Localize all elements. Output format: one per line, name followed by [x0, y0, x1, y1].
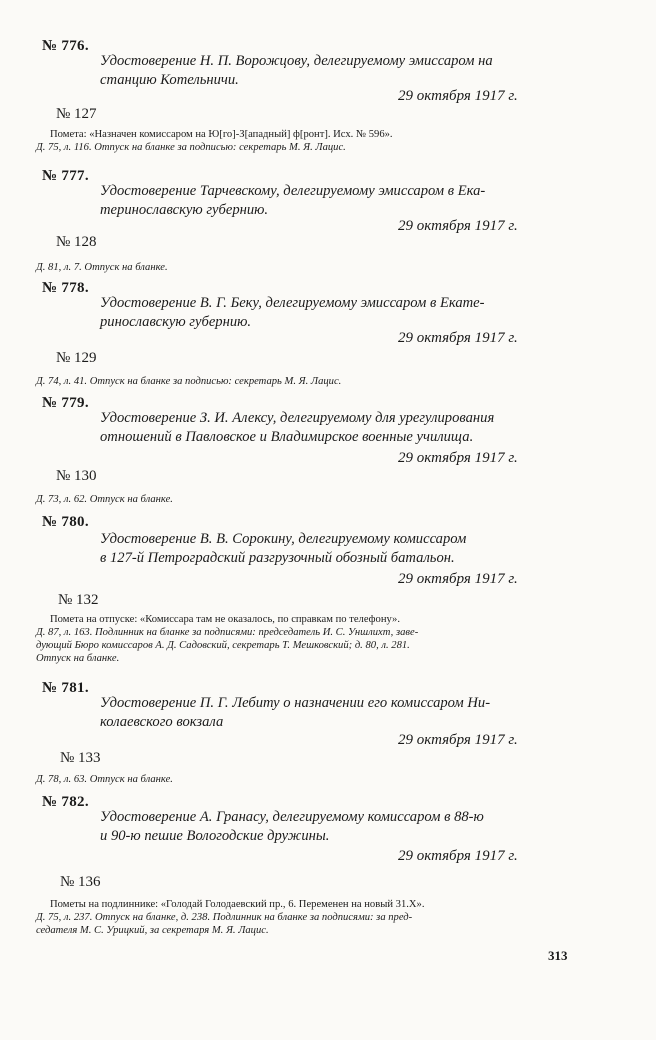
entry-date: 29 октября 1917 г. — [398, 732, 518, 748]
entry-number: № 780. — [42, 514, 89, 530]
entry-date: 29 октября 1917 г. — [398, 218, 518, 234]
title-line: колаевского вокзала — [100, 714, 224, 730]
entry-notes — [36, 128, 566, 154]
entry-date: 29 октября 1917 г. — [398, 88, 518, 104]
entry-title — [100, 694, 570, 732]
note-line: Д. 78, л. 63. Отпуск на бланке. — [36, 774, 173, 785]
title-line: в 127-й Петроградский разгрузочный обозный батальон. — [100, 550, 455, 566]
entry-notes — [36, 261, 566, 274]
note-line: Отпуск на бланке. — [36, 653, 120, 664]
note-line: Д. 87, л. 163. Подлинник на бланке за подписями: председатель И. С. Уншлихт, заве- — [36, 627, 419, 638]
entry-notes — [36, 773, 566, 786]
entry-number: № 781. — [42, 680, 89, 696]
note-line: дующий Бюро комиссаров А. Д. Садовский, секретарь Т. Мешковский; д. 80, л. 281. — [36, 640, 410, 651]
title-line: Удостоверение Тарчевскому, делегируемому эмиссаром в Ека- — [100, 183, 486, 199]
entry-notes — [36, 613, 566, 665]
doc-number: № 129 — [56, 350, 97, 366]
entry-number: № 778. — [42, 280, 89, 296]
entry-date: 29 октября 1917 г. — [398, 450, 518, 466]
entry-notes — [36, 493, 566, 506]
entry-number: № 782. — [42, 794, 89, 810]
note-line: Д. 75, л. 116. Отпуск на бланке за подписью: секретарь М. Я. Лацис. — [36, 142, 346, 153]
title-line: Удостоверение А. Гранасу, делегируемому комиссаром в 88-ю — [100, 809, 484, 825]
doc-number: № 127 — [56, 106, 97, 122]
entry-number: № 777. — [42, 168, 89, 184]
doc-number: № 128 — [56, 234, 97, 250]
note-line: Помета на отпуске: «Комиссара там не оказалось, по справкам по телефону». — [50, 614, 401, 625]
note-line: Д. 81, л. 7. Отпуск на бланке. — [36, 262, 168, 273]
note-line: Д. 73, л. 62. Отпуск на бланке. — [36, 494, 173, 505]
entry-date: 29 октября 1917 г. — [398, 330, 518, 346]
title-line: отношений в Павловское и Владимирское военные училища. — [100, 429, 474, 445]
doc-number: № 136 — [60, 874, 101, 890]
note-line: седателя М. С. Урицкий, за секретаря М. Я. Лацис. — [36, 925, 269, 936]
entry-title — [100, 409, 570, 447]
doc-number: № 130 — [56, 468, 97, 484]
title-line: Удостоверение Н. П. Ворожцову, делегируемому эмиссаром на — [100, 53, 493, 69]
entry-title — [100, 808, 570, 846]
title-line: Удостоверение В. В. Сорокину, делегируемому комиссаром — [100, 531, 467, 547]
page-number: 313 — [548, 948, 568, 963]
note-line: Д. 75, л. 237. Отпуск на бланке, д. 238. Подлинник на бланке за подписями: за пред- — [36, 912, 413, 923]
entry-title — [100, 52, 570, 90]
entry-title — [100, 182, 570, 220]
doc-number: № 133 — [60, 750, 101, 766]
title-line: станцию Котельничи. — [100, 72, 239, 88]
entry-notes — [36, 898, 566, 937]
entry-date: 29 октября 1917 г. — [398, 571, 518, 587]
entry-notes — [36, 375, 566, 388]
doc-number: № 132 — [58, 592, 99, 608]
note-line: Помета: «Назначен комиссаром на Ю[го]-З[ападный] ф[ронт]. Исх. № 596». — [50, 129, 393, 140]
entry-title — [100, 530, 570, 568]
entry-number: № 779. — [42, 395, 89, 411]
title-line: Удостоверение З. И. Алексу, делегируемому для урегулирования — [100, 410, 495, 426]
title-line: Удостоверение П. Г. Лебиту о назначении его комиссаром Ни- — [100, 695, 491, 711]
note-line: Д. 74, л. 41. Отпуск на бланке за подписью: секретарь М. Я. Лацис. — [36, 376, 342, 387]
entry-title — [100, 294, 570, 332]
title-line: ринославскую губернию. — [100, 314, 252, 330]
note-line: Пометы на подлиннике: «Голодай Голодаевский пр., 6. Переменен на новый 31.X». — [50, 899, 425, 910]
entry-number: № 776. — [42, 38, 89, 54]
entry-date: 29 октября 1917 г. — [398, 848, 518, 864]
title-line: и 90-ю пешие Вологодские дружины. — [100, 828, 330, 844]
title-line: Удостоверение В. Г. Беку, делегируемому эмиссаром в Екате- — [100, 295, 485, 311]
title-line: теринославскую губернию. — [100, 202, 269, 218]
